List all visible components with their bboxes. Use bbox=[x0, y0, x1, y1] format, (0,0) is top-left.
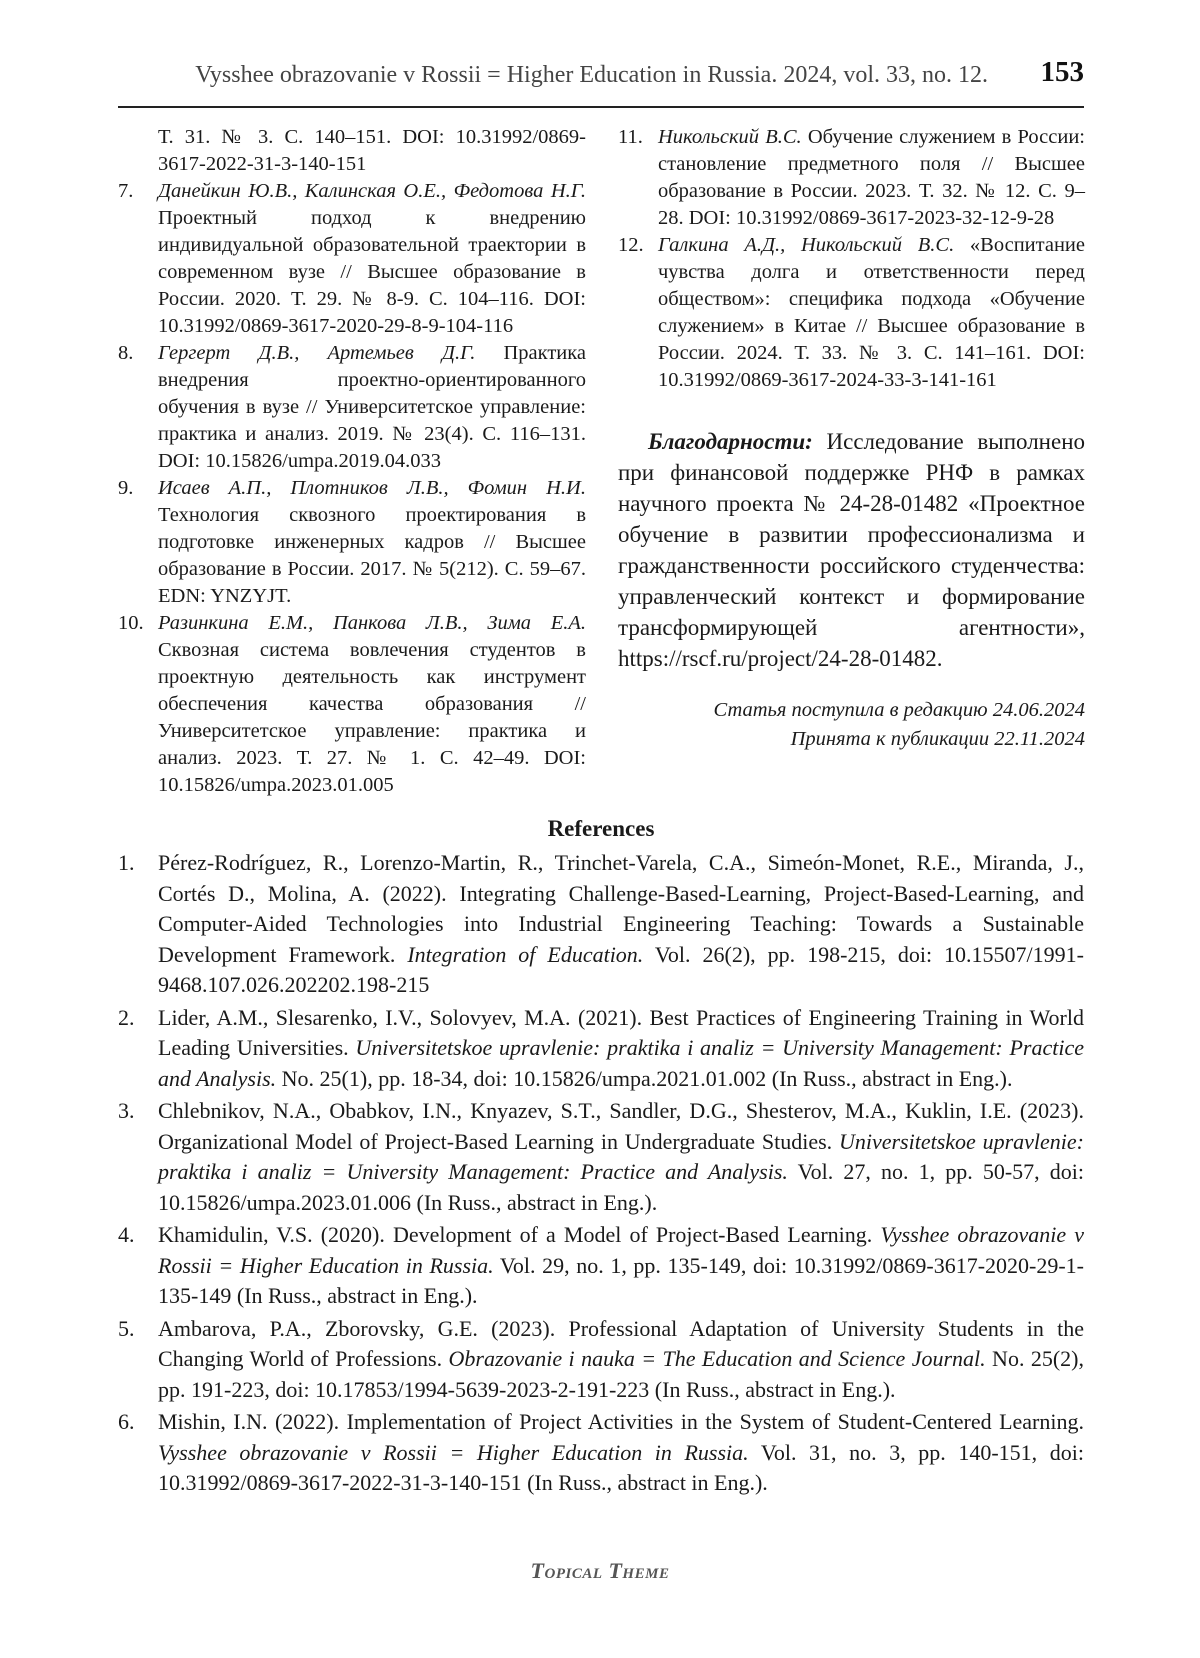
reference-text: Mishin, I.N. (2022). Implementation of Project Activities in the System of Student-Centered Learning. bbox=[158, 1409, 1084, 1434]
reference-text: Lider, A.M., Slesarenko, I.V., Solovyev, M.A. (2021). Best Practices of Engineering Training in World Leading Universities. bbox=[158, 1004, 1084, 1060]
ref-authors: Разинкина Е.М., Панкова Л.В., Зима Е.А. bbox=[158, 612, 586, 634]
ref-item-7 bbox=[118, 178, 586, 340]
ref-number: 12. bbox=[618, 234, 644, 256]
ref-item-12 bbox=[618, 232, 1085, 394]
reference-item bbox=[118, 848, 1084, 1001]
reference-item bbox=[118, 1220, 1084, 1312]
ref-text: «Воспитание чувства долга и ответственности перед обществом»: специфика подхода «Обучение служением» в Китае // Высшее образование в России. 2024. Т. 33. № 3. С. 141–161. DOI: 10.31992/0869-3617-2024-33-3-141-161 bbox=[658, 234, 1085, 391]
ref-text: Обучение служением в России: становление предметного поля // Высшее образование в России. 2023. Т. 32. № 12. С. 9–28. DOI: 10.31992/0869-3617-2023-32-12-9-28 bbox=[658, 126, 1085, 229]
ref-item-10 bbox=[118, 610, 586, 799]
reference-item bbox=[118, 1407, 1084, 1499]
reference-item bbox=[118, 1003, 1084, 1095]
reference-number: 5. bbox=[118, 1315, 135, 1341]
ref-item-11 bbox=[618, 124, 1085, 232]
ref-number: 11. bbox=[618, 126, 643, 148]
reference-details: Vol. 29, no. 1, pp. 135-149, doi: 10.31992/0869-3617-2020-29-1-135-149 (In Russ., abstract in Eng.). bbox=[158, 1252, 1085, 1308]
acknowledgement-label: Благодарности: bbox=[648, 429, 813, 454]
reference-journal: Obrazovanie i nauka = The Education and Science Journal. bbox=[448, 1346, 986, 1371]
ref-number: 9. bbox=[118, 477, 134, 499]
accepted-date: Принята к публикации 22.11.2024 bbox=[790, 728, 1085, 750]
received-date: Статья поступила в редакцию 24.06.2024 bbox=[713, 699, 1085, 721]
reference-number: 2. bbox=[118, 1004, 135, 1030]
reference-number: 6. bbox=[118, 1409, 135, 1434]
reference-details: Vol. 31, no. 3, pp. 140-151, doi: 10.31992/0869-3617-2022-31-3-140-151 (In Russ., abstract in Eng.). bbox=[158, 1439, 1084, 1495]
ref-item-8 bbox=[118, 340, 586, 475]
left-column bbox=[118, 124, 586, 799]
page-number: 153 bbox=[1040, 56, 1084, 88]
reference-text: Ambarova, P.A., Zborovsky, G.E. (2023). Professional Adaptation of University Students in the Changing World of Professions. bbox=[158, 1315, 1084, 1371]
ref-authors: Никольский В.С. bbox=[658, 126, 802, 148]
reference-journal: Vysshee obrazovanie v Rossii = Higher Education in Russia. bbox=[158, 1439, 749, 1465]
ref-authors: Исаев А.П., Плотников Л.В., Фомин Н.И. bbox=[158, 477, 586, 499]
ref-text: Сквозная система вовлечения студентов в проектную деятельность как инструмент обеспечения качества образования // Университетское управление: практика и анализ. 2023. Т. 27. № 1. С. 42–49. DOI: 10.15826/umpa.2023.01.005 bbox=[158, 639, 586, 796]
ref-number: 7. bbox=[118, 180, 134, 202]
ref-number: 8. bbox=[118, 342, 134, 364]
reference-details: No. 25(2), pp. 191-223, doi: 10.17853/1994-5639-2023-2-191-223 (In Russ., abstract in Eng.). bbox=[158, 1346, 1085, 1402]
ref-text: Практика внедрения проектно-ориентированного обучения в вузе // Университетское управление: практика и анализ. 2019. № 23(4). С. 116–131. DOI: 10.15826/umpa.2019.04.033 bbox=[158, 342, 587, 472]
acknowledgement-text: Исследование выполнено при финансовой поддержке РНФ в рамках научного проекта № 24-28-01482 «Проектное обучение в развитии профессионализма и гражданственности российского студенчества: управленческий контекст и формирование трансформирующей агентности», https://rscf.ru/project/24-28-01482. bbox=[618, 429, 1086, 671]
reference-details: Vol. 27, no. 1, pp. 50-57, doi: 10.15826/umpa.2023.01.006 (In Russ., abstract in Eng.). bbox=[158, 1159, 1084, 1215]
reference-text: Khamidulin, V.S. (2020). Development of a Model of Project-Based Learning. bbox=[158, 1222, 881, 1247]
reference-number: 1. bbox=[118, 850, 135, 875]
reference-item bbox=[118, 1314, 1084, 1406]
reference-text: Chlebnikov, N.A., Obabkov, I.N., Knyazev, S.T., Sandler, D.G., Shesterov, M.A., Kuklin, I.E. (2023). Organizational Model of Project-Based Learning in Undergraduate Studies. bbox=[158, 1098, 1084, 1154]
ref-number: 10. bbox=[118, 612, 144, 634]
reference-details: No. 25(1), pp. 18-34, doi: 10.15826/umpa.2021.01.002 (In Russ., abstract in Eng.). bbox=[276, 1065, 1013, 1091]
reference-journal: Universitetskoe upravlenie: praktika i analiz = University Management: Practice and Analysis. bbox=[158, 1035, 1084, 1091]
reference-journal: Vysshee obrazovanie v Rossii = Higher Education in Russia. bbox=[158, 1222, 1084, 1278]
right-column bbox=[618, 124, 1085, 754]
reference-number: 4. bbox=[118, 1222, 135, 1247]
reference-number: 3. bbox=[118, 1098, 135, 1123]
section-footer: Topical Theme bbox=[530, 1558, 670, 1583]
ref-text: Технология сквозного проектирования в подготовке инженерных кадров // Высшее образование в России. 2017. № 5(212). С. 59–67. EDN: YNZYJT. bbox=[158, 504, 586, 607]
ref-authors: Гергерт Д.В., Артемьев Д.Г. bbox=[158, 342, 476, 364]
reference-text: Pérez-Rodríguez, R., Lorenzo-Martin, R., Trinchet-Varela, C.A., Simeón-Monet, R.E., Miranda, J., Cortés D., Molina, A. (2022). Integrating Challenge-Based-Learning, Project-Based-Learning, and Computer-Aided Technologies into Industrial Engineering Teaching: Towards a Sustainable Development Framework. bbox=[158, 850, 1084, 967]
references-title: References bbox=[547, 816, 655, 841]
reference-journal: Integration of Education. bbox=[407, 941, 644, 967]
reference-details: Vol. 26(2), pp. 198-215, doi: 10.15507/1991-9468.107.026.202202.198-215 bbox=[158, 941, 1084, 997]
journal-title: Vysshee obrazovanie v Rossii = Higher Education in Russia. 2024, vol. 33, no. 12. bbox=[195, 62, 988, 88]
ref-continuation: Т. 31. № 3. С. 140–151. DOI: 10.31992/0869-3617-2022-31-3-140-151 bbox=[158, 126, 586, 175]
references-list bbox=[118, 848, 1084, 1501]
ref-text: Проектный подход к внедрению индивидуальной образовательной траектории в современном вузе // Высшее образование в России. 2020. Т. 29. № 8-9. С. 104–116. DOI: 10.31992/0869-3617-2020-29-8-9-104-116 bbox=[158, 207, 586, 337]
reference-journal: Universitetskoe upravlenie: praktika i analiz = University Management: Practice and Analysis. bbox=[158, 1128, 1084, 1184]
ref-authors: Данейкин Ю.В., Калинская О.Е., Федотова Н.Г. bbox=[158, 180, 586, 202]
acknowledgement bbox=[618, 426, 1085, 674]
running-header bbox=[118, 56, 1084, 108]
ref-authors: Галкина А.Д., Никольский В.С. bbox=[658, 234, 955, 256]
article-dates bbox=[618, 696, 1085, 754]
reference-item bbox=[118, 1096, 1084, 1218]
ref-item-9 bbox=[118, 475, 586, 610]
